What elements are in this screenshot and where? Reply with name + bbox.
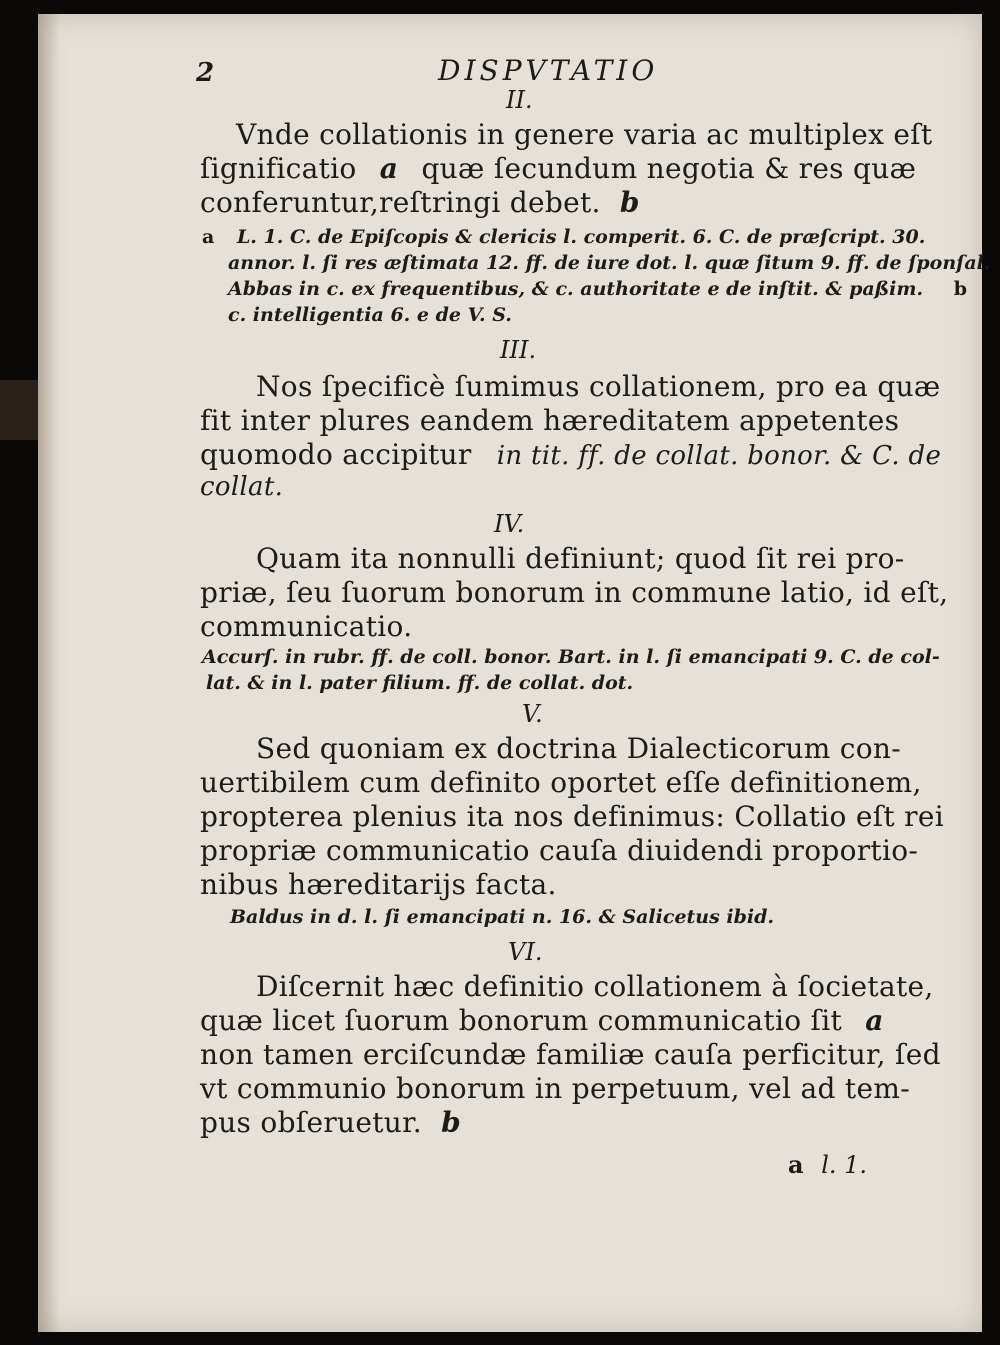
- footnote-line: annor. l. ſi res æſtimata 12. ff. de iure dot. l. quæ ſitum 9. ff. de ſponſal.: [228, 252, 991, 274]
- paragraph-line: [200, 1106, 461, 1139]
- running-title: DISPVTATIO: [438, 54, 659, 87]
- note-mark-a: a: [379, 152, 399, 185]
- paragraph-line: Diſcernit hæc definitio collationem à ſocietate,: [256, 970, 934, 1003]
- note-mark-a: a: [865, 1004, 884, 1037]
- section-number-6: VI.: [508, 938, 543, 966]
- paragraph-line: non tamen erciſcundæ familiæ cauſa perficitur, ſed: [200, 1038, 941, 1071]
- note-label-b: b: [953, 278, 968, 300]
- line-text: quomodo accipitur: [200, 438, 472, 471]
- footnote-line: Accurſ. in rubr. ff. de coll. bonor. Bart. in l. ſi emancipati 9. C. de col-: [202, 646, 940, 668]
- footnote-line: [202, 226, 925, 248]
- paragraph-line: Nos ſpecificè ſumimus collationem, pro ea quæ: [256, 370, 941, 403]
- paragraph-line: vt communio bonorum in perpetuum, vel ad tem-: [200, 1072, 910, 1105]
- book-page: [38, 14, 991, 1332]
- section-number-2: II.: [506, 86, 533, 114]
- line-text: pus obſeruetur.: [200, 1106, 422, 1139]
- footnote-line: Baldus in d. l. ſi emancipati n. 16. & Salicetus ibid.: [230, 906, 775, 928]
- paragraph-line: [200, 438, 941, 471]
- catchword-text: l. 1.: [821, 1151, 868, 1179]
- paragraph-line: nibus hæreditarijs facta.: [200, 868, 557, 901]
- paragraph-line: Quam ita nonnulli definiunt; quod ſit rei pro-: [256, 542, 905, 575]
- catchword-letter: a: [788, 1150, 804, 1179]
- footnote-line: lat. & in l. pater filium. ff. de collat. dot.: [206, 672, 634, 694]
- paragraph-line: priæ, ſeu ſuorum bonorum in commune latio, id eſt,: [200, 576, 949, 609]
- paragraph-line: [200, 152, 916, 185]
- citation-text: in tit. ff. de collat. bonor. & C. de: [496, 441, 942, 471]
- line-text: quæ ſecundum negotia & res quæ: [421, 152, 917, 185]
- footnote-line: [228, 278, 967, 300]
- paragraph-line: Sed quoniam ex doctrina Dialecticorum con-: [256, 732, 902, 765]
- catchword: [788, 1150, 867, 1179]
- note-mark-b: b: [441, 1106, 462, 1139]
- paragraph-line: propriæ communicatio cauſa diuidendi proportio-: [200, 834, 919, 867]
- paragraph-line: [200, 186, 640, 219]
- note-mark-b: b: [619, 186, 640, 219]
- paragraph-line: [200, 1004, 884, 1037]
- paragraph-line: fit inter plures eandem hæreditatem appetentes: [200, 404, 900, 437]
- book-spine-edge: [0, 380, 40, 440]
- footnote-line: c. intelligentia 6. e de V. S.: [228, 304, 512, 326]
- section-number-4: IV.: [494, 510, 525, 538]
- page-number: 2: [196, 58, 215, 88]
- paragraph-line: uertibilem cum definito oportet eſſe definitionem,: [200, 766, 922, 799]
- paragraph-line: collat.: [200, 472, 284, 502]
- section-number-3: III.: [500, 336, 537, 364]
- note-text: L. 1. C. de Epiſcopis & clericis l. comperit. 6. C. de præſcript. 30.: [236, 226, 926, 248]
- paragraph-line: propterea plenius ita nos definimus: Collatio eſt rei: [200, 800, 944, 833]
- note-text: Abbas in c. ex frequentibus, & c. authoritate e de inſtit. & paßim.: [228, 278, 924, 300]
- line-text: quæ licet ſuorum bonorum communicatio ſit: [200, 1004, 843, 1037]
- section-number-5: V.: [522, 700, 543, 728]
- line-text: conferuntur,reſtringi debet.: [200, 186, 601, 219]
- note-label-a: a: [202, 226, 215, 248]
- line-text: ſignificatio: [200, 152, 357, 185]
- paragraph-line: Vnde collationis in genere varia ac multiplex eſt: [236, 118, 933, 151]
- paragraph-line: communicatio.: [200, 610, 413, 643]
